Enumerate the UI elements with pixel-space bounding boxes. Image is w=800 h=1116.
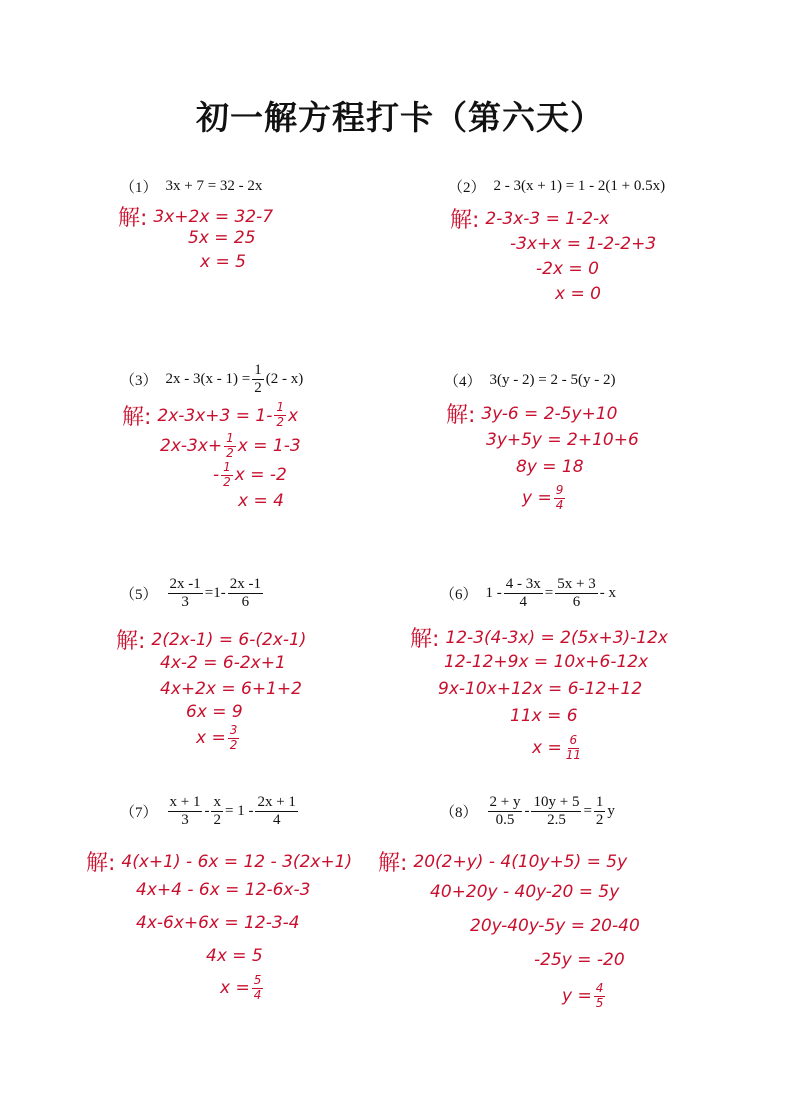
- solution-step: 12-12+9x = 10x+6-12x: [444, 652, 649, 672]
- problem-5-equation: [120, 576, 265, 612]
- solution-step: 40+20y - 40y-20 = 5y: [430, 882, 620, 902]
- step-text: x = 1-3: [237, 436, 301, 457]
- solution-step: [532, 734, 585, 763]
- equation-text: -: [204, 803, 210, 820]
- problem-number: （6）: [440, 587, 478, 604]
- fraction: $\frac{1}{2}$: [223, 460, 231, 489]
- solution-step: -25y = -20: [534, 950, 625, 970]
- equation-text: =1-: [204, 585, 226, 602]
- fraction: $\frac{1}{2}$: [254, 362, 262, 397]
- solve-mark: 解:: [410, 627, 440, 652]
- equation-text: - x: [599, 585, 616, 602]
- step-text: 2x-3x+3 = 1-: [157, 405, 273, 426]
- fraction: $\frac{1}{2}$: [276, 400, 285, 429]
- fraction: $\frac{1}{2}$: [226, 431, 234, 460]
- problem-number: （5）: [120, 587, 158, 604]
- step-text: 2(2x-1) = 6-(2x-1): [151, 629, 307, 650]
- fraction: $\frac{2x -1}{6}$: [229, 576, 261, 611]
- equation-text: -: [524, 803, 530, 820]
- fraction: $\frac{9}{4}$: [555, 483, 564, 512]
- solution-step: [116, 624, 306, 655]
- fraction: $\frac{3}{2}$: [229, 723, 238, 752]
- solution-step: [213, 461, 287, 490]
- step-text: y =: [562, 986, 592, 1007]
- problem-2-equation: [448, 176, 665, 197]
- problem-8-equation: [440, 794, 615, 830]
- fraction: $\frac{5x + 3}{6}$: [557, 576, 596, 611]
- step-text: x =: [532, 738, 562, 759]
- equation-text: = 1 -: [224, 803, 254, 820]
- solution-step: 解: 2x-3x+3 = 1- $\frac{1}{2}$ x: [122, 400, 299, 430]
- solution-step: 3y+5y = 2+10+6: [486, 430, 639, 450]
- fraction: $\frac{1}{2}$: [595, 794, 604, 829]
- problem-3-equation: [120, 362, 303, 398]
- solution-step: [160, 432, 301, 461]
- fraction: $\frac{x + 1}{3}$: [169, 794, 201, 829]
- step-text: 3x+2x = 32-7: [153, 206, 274, 227]
- solution-step: x = 0: [555, 284, 601, 304]
- problem-1-equation: [120, 176, 262, 197]
- solution-step: 4x+2x = 6+1+2: [160, 679, 302, 699]
- step-text: -: [213, 465, 220, 486]
- step-text: 3y-6 = 2-5y+10: [481, 403, 618, 424]
- fraction: $\frac{2 + y}{0.5}$: [489, 794, 521, 829]
- equation-text: 2 - 3(x + 1) = 1 - 2(1 + 0.5x): [493, 178, 666, 194]
- equation-text: =: [583, 803, 592, 820]
- solution-step: x = 5: [200, 252, 246, 272]
- solution-step: [220, 974, 265, 1003]
- fraction: $\frac{4 - 3x}{4}$: [505, 576, 541, 611]
- solution-step: 11x = 6: [510, 706, 578, 726]
- problem-number: （3）: [120, 373, 158, 390]
- equation-text: =: [544, 585, 554, 602]
- step-text: 2-3x-3 = 1-2-x: [485, 208, 610, 229]
- solve-mark: 解:: [450, 208, 480, 233]
- solution-step: 5x = 25: [188, 228, 256, 248]
- solution-step: [450, 203, 609, 234]
- solution-step: 20y-40y-5y = 20-40: [470, 916, 640, 936]
- solution-step: x = 4: [238, 491, 284, 511]
- problem-number: （8）: [440, 805, 478, 822]
- fraction: $\frac{6}{11}$: [565, 733, 581, 762]
- solution-step: 4x-2 = 6-2x+1: [160, 653, 286, 673]
- fraction: $\frac{10y + 5}{2.5}$: [533, 794, 580, 829]
- step-text: 12-3(4-3x) = 2(5x+3)-12x: [445, 627, 668, 648]
- fraction: $\frac{2x + 1}{4}$: [257, 794, 296, 829]
- step-text: 4(x+1) - 6x = 12 - 3(2x+1): [121, 851, 353, 872]
- fraction: $\frac{4}{5}$: [595, 981, 604, 1010]
- problem-4-equation: [444, 370, 615, 391]
- solution-step: [410, 622, 668, 653]
- solution-step: [562, 982, 607, 1011]
- fraction: $\frac{5}{4}$: [253, 973, 262, 1002]
- solution-step: [378, 846, 627, 877]
- problem-7-equation: [120, 794, 300, 830]
- solve-mark: 解:: [116, 629, 146, 654]
- step-text: 2x-3x+: [160, 436, 223, 457]
- solution-step: -3x+x = 1-2-2+3: [510, 234, 657, 254]
- problem-number: （1）: [120, 180, 158, 196]
- solution-step: [86, 846, 352, 877]
- step-text: x =: [196, 728, 226, 749]
- equation-text: 2x - 3(x - 1) =: [165, 371, 251, 388]
- step-text: x = -2: [234, 465, 287, 486]
- solution-step: 8y = 18: [516, 457, 584, 477]
- solution-step: [522, 484, 567, 513]
- solution-step: [196, 724, 241, 753]
- problem-number: （4）: [444, 374, 482, 390]
- fraction: $\frac{2x -1}{3}$: [169, 576, 201, 611]
- solution-step: [446, 398, 617, 429]
- solution-step: 9x-10x+12x = 6-12+12: [438, 679, 643, 699]
- step-text: 20(2+y) - 4(10y+5) = 5y: [413, 851, 628, 872]
- equation-text: (2 - x): [265, 371, 304, 388]
- problem-6-equation: [440, 576, 616, 612]
- problem-number: （7）: [120, 805, 158, 822]
- solve-mark: 解:: [86, 851, 116, 876]
- equation-text: 3x + 7 = 32 - 2x: [165, 178, 263, 194]
- page-title: 初一解方程打卡（第六天）: [196, 98, 604, 137]
- problem-number: （2）: [448, 180, 486, 196]
- solution-step: 6x = 9: [186, 702, 243, 722]
- step-text: x =: [220, 978, 250, 999]
- solution-step: -2x = 0: [536, 259, 599, 279]
- solution-step: 4x-6x+6x = 12-3-4: [136, 913, 300, 933]
- equation-text: y: [607, 803, 615, 820]
- solve-mark: 解:: [118, 206, 148, 231]
- step-text: y =: [522, 488, 552, 509]
- equation-text: 3(y - 2) = 2 - 5(y - 2): [489, 372, 616, 388]
- fraction: $\frac{x}{2}$: [213, 794, 221, 829]
- solve-mark: 解:: [122, 405, 152, 430]
- solution-step: 4x+4 - 6x = 12-6x-3: [136, 880, 311, 900]
- equation-text: 1 -: [485, 585, 502, 602]
- solution-step: 4x = 5: [206, 946, 263, 966]
- solve-mark: 解:: [446, 403, 476, 428]
- solve-mark: 解:: [378, 851, 408, 876]
